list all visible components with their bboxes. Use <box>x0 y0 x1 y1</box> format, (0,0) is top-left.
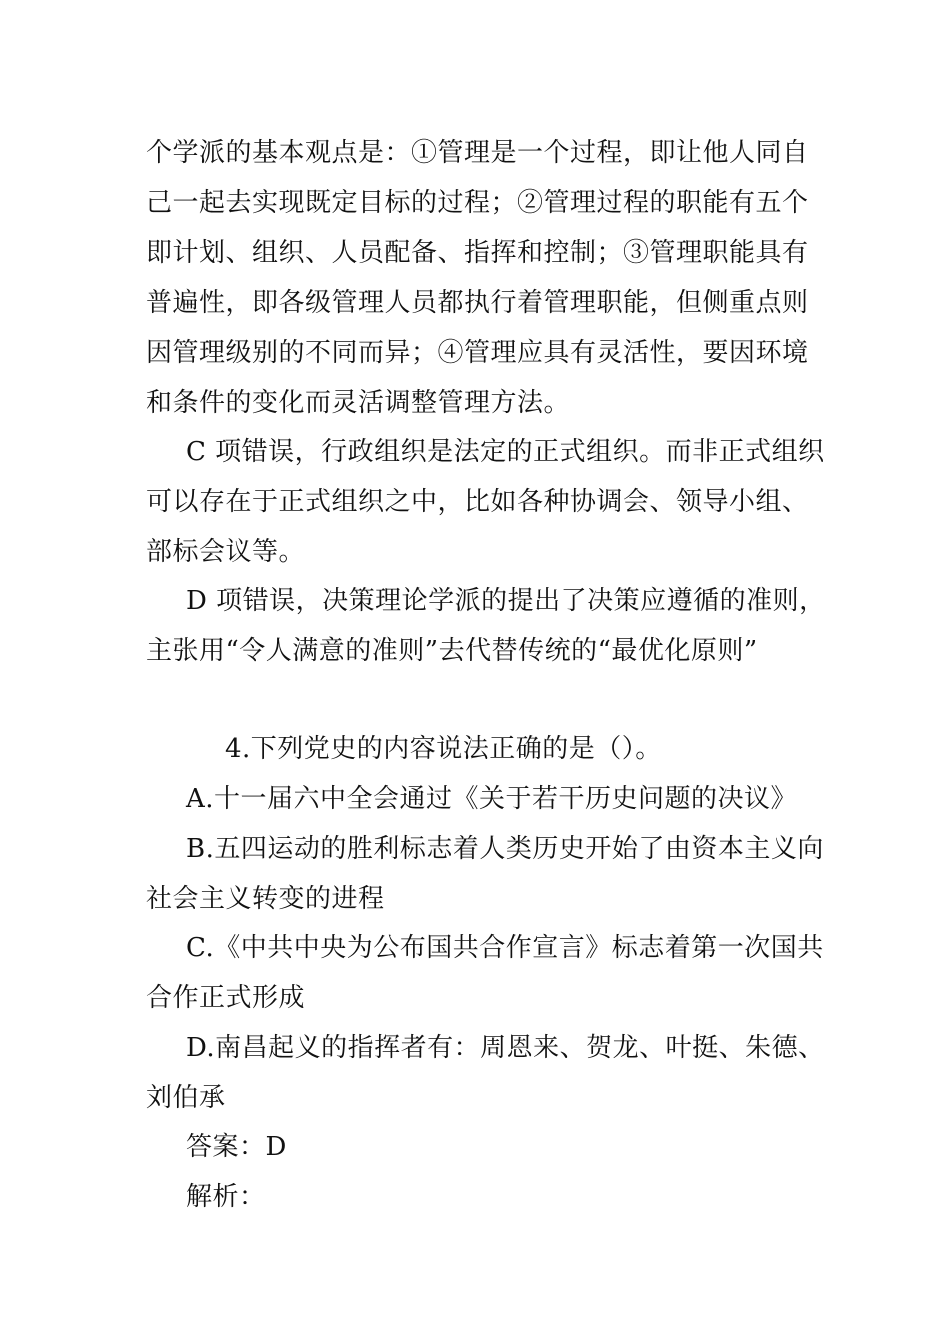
analysis-label: 解析： <box>186 1182 266 1212</box>
option-c-explanation-line: C 项错误，行政组织是法定的正式组织。而非正式组织 <box>186 437 825 467</box>
option-d-continuation: 刘伯承 <box>146 1083 226 1113</box>
question-title: 4.下列党史的内容说法正确的是（）。 <box>225 734 662 764</box>
paragraph-line: 普遍性，即各级管理人员都执行着管理职能，但侧重点则 <box>146 288 809 318</box>
paragraph-line: 部标会议等。 <box>146 537 306 567</box>
paragraph-line: 个学派的基本观点是：①管理是一个过程，即让他人同自 <box>146 138 809 168</box>
option-a: A.十一届六中全会通过《关于若干历史问题的决议》 <box>186 784 798 814</box>
paragraph-line: 和条件的变化而灵活调整管理方法。 <box>146 388 571 418</box>
paragraph-line: 可以存在于正式组织之中，比如各种协调会、领导小组、 <box>146 487 809 517</box>
option-c: C.《中共中央为公布国共合作宣言》标志着第一次国共 <box>186 933 824 963</box>
paragraph-line: 即计划、组织、人员配备、指挥和控制；③管理职能具有 <box>146 238 809 268</box>
option-b-continuation: 社会主义转变的进程 <box>146 884 385 914</box>
option-b: B.五四运动的胜利标志着人类历史开始了由资本主义向 <box>186 834 824 864</box>
option-c-continuation: 合作正式形成 <box>146 983 306 1013</box>
paragraph-line: 主张用“令人满意的准则”去代替传统的“最优化原则” <box>146 636 758 666</box>
answer-line: 答案：D <box>186 1132 287 1162</box>
paragraph-line: 因管理级别的不同而异；④管理应具有灵活性，要因环境 <box>146 338 809 368</box>
paragraph-line: 己一起去实现既定目标的过程；②管理过程的职能有五个 <box>146 188 809 218</box>
option-d: D.南昌起义的指挥者有：周恩来、贺龙、叶挺、朱德、 <box>186 1033 825 1063</box>
option-d-explanation-line: D 项错误，决策理论学派的提出了决策应遵循的准则， <box>186 586 826 616</box>
